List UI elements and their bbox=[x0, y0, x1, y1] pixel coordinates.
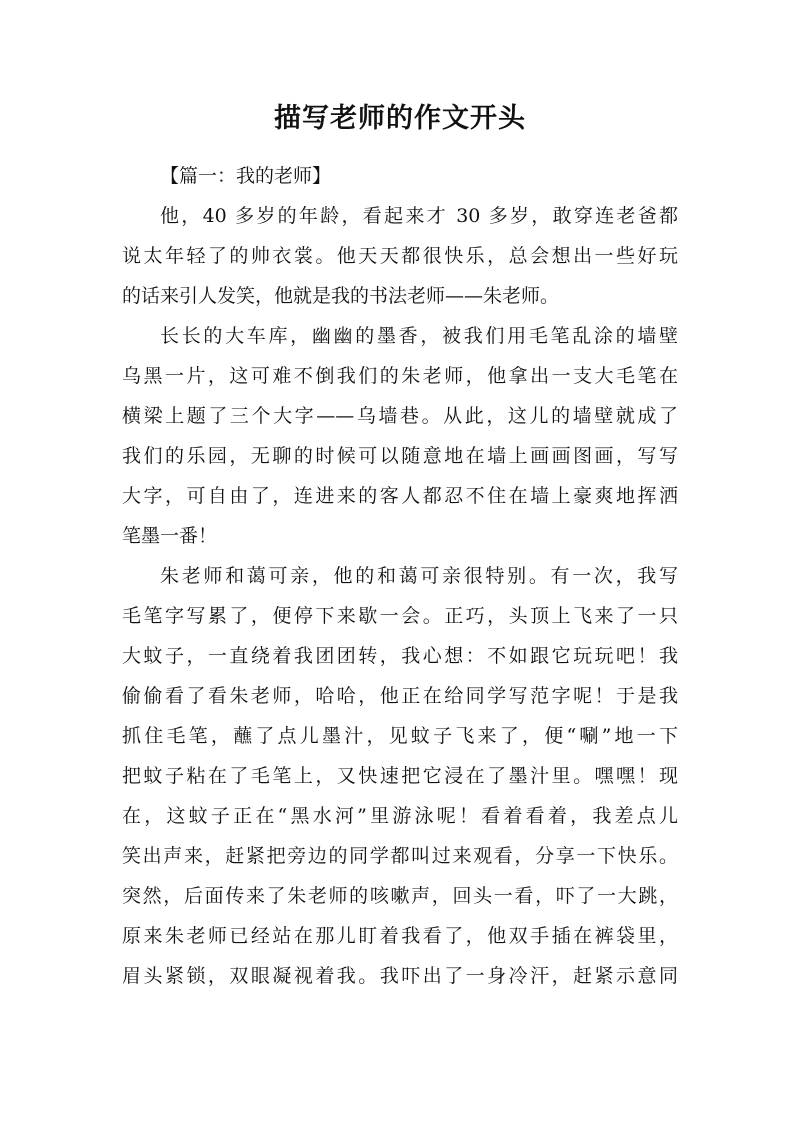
document-body bbox=[122, 156, 678, 996]
paragraph-line: 我们的乐园，无聊的时候可以随意地在墙上画画图画，写写 bbox=[122, 445, 678, 467]
paragraph-line: 的话来引人发笑，他就是我的书法老师——朱老师。 bbox=[122, 285, 560, 307]
paragraph-line: 把蚊子粘在了毛笔上，又快速把它浸在了墨汁里。嘿嘿！现 bbox=[122, 765, 678, 787]
paragraph-line: 抓住毛笔，蘸了点儿墨汁，见蚊子飞来了，便“唰”地一下 bbox=[122, 725, 678, 747]
section-heading: 【篇一：我的老师】 bbox=[160, 165, 332, 187]
paragraph-line: 笔墨一番！ bbox=[122, 525, 218, 547]
paragraph-line: 横梁上题了三个大字——乌墙巷。从此，这儿的墙壁就成了 bbox=[122, 405, 678, 427]
document-title: 描写老师的作文开头 bbox=[274, 103, 526, 134]
paragraph-line: 说太年轻了的帅衣裳。他天天都很快乐，总会想出一些好玩 bbox=[122, 245, 678, 267]
paragraph-2 bbox=[122, 316, 678, 556]
paragraph-line: 在，这蚊子正在“黑水河”里游泳呢！看着看着，我差点儿 bbox=[122, 805, 678, 827]
paragraph-line: 乌黑一片，这可难不倒我们的朱老师，他拿出一支大毛笔在 bbox=[122, 365, 678, 387]
paragraph-line: 眉头紧锁，双眼凝视着我。我吓出了一身冷汗，赶紧示意同 bbox=[122, 965, 678, 987]
paragraph-line: 笑出声来，赶紧把旁边的同学都叫过来观看，分享一下快乐。 bbox=[122, 845, 678, 867]
paragraph-line: 大蚊子，一直绕着我团团转，我心想：不如跟它玩玩吧！我 bbox=[122, 645, 678, 667]
paragraph-line: 他，40 多岁的年龄，看起来才 30 多岁，敢穿连老爸都 bbox=[160, 205, 678, 227]
paragraph-3 bbox=[122, 556, 678, 996]
paragraph-line: 突然，后面传来了朱老师的咳嗽声，回头一看，吓了一大跳， bbox=[122, 885, 678, 907]
paragraph-line: 原来朱老师已经站在那儿盯着我看了，他双手插在裤袋里， bbox=[122, 925, 678, 947]
paragraph-line: 偷偷看了看朱老师，哈哈，他正在给同学写范字呢！于是我 bbox=[122, 685, 678, 707]
paragraph-line: 朱老师和蔼可亲，他的和蔼可亲很特别。有一次，我写 bbox=[160, 565, 678, 587]
paragraph-1 bbox=[122, 196, 678, 316]
paragraph-line: 毛笔字写累了，便停下来歇一会。正巧，头顶上飞来了一只 bbox=[122, 605, 678, 627]
paragraph-line: 大字，可自由了，连进来的客人都忍不住在墙上豪爽地挥洒 bbox=[122, 485, 678, 507]
paragraph-line: 长长的大车库，幽幽的墨香，被我们用毛笔乱涂的墙壁 bbox=[160, 325, 678, 347]
